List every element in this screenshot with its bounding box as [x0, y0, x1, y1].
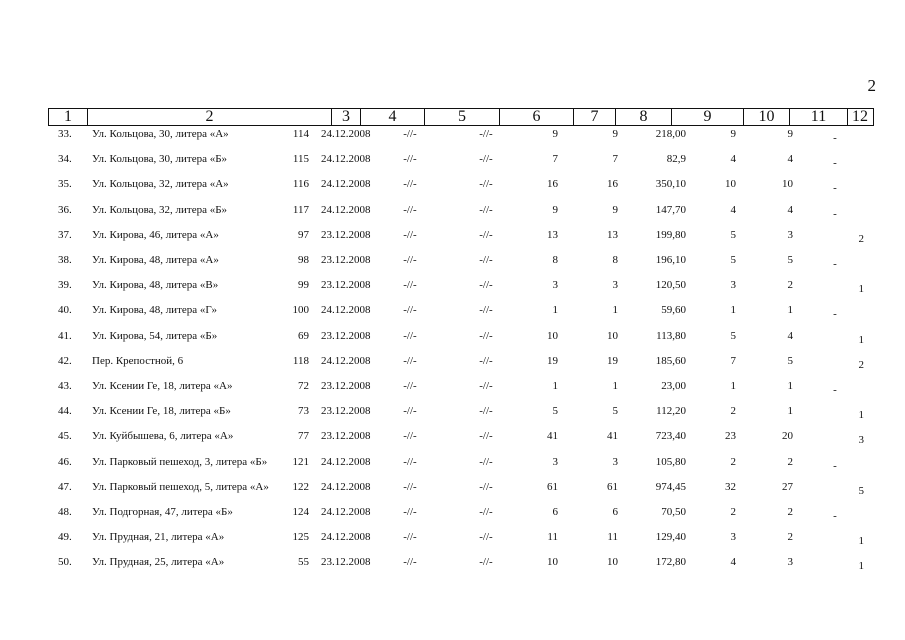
cell-col-6: -//-: [479, 531, 493, 544]
cell-area: 113,80: [656, 329, 686, 342]
cell-col-7: 3: [552, 455, 558, 468]
header-cell-7: 7: [573, 109, 615, 125]
cell-date: 23.12.2008: [321, 556, 371, 569]
cell-col-11: 4: [787, 203, 793, 216]
table-row: [0, 329, 905, 345]
cell-area: 147,70: [655, 203, 686, 216]
cell-col-3: 124: [292, 506, 309, 518]
cell-col-10: 2: [730, 455, 736, 468]
cell-col-10: 3: [730, 531, 736, 544]
cell-col-7: 10: [547, 556, 558, 569]
cell-date: 24.12.2008: [321, 354, 371, 367]
cell-address: Ул. Прудная, 21, литера «А»: [92, 531, 225, 544]
header-cell-4: 4: [360, 109, 424, 125]
cell-col-6: -//-: [479, 329, 493, 342]
table-row: [0, 253, 905, 269]
cell-col-8: 1: [612, 380, 618, 392]
cell-col-12-dash: -: [833, 182, 837, 195]
header-cell-1: 1: [64, 108, 72, 125]
cell-col-7: 3: [552, 279, 558, 292]
cell-row-number: 45.: [58, 430, 72, 443]
table-row: [0, 228, 905, 244]
cell-row-number: 43.: [58, 380, 72, 392]
cell-col-7: 9: [552, 203, 558, 216]
cell-col-5: -//-: [403, 254, 417, 266]
cell-address: Ул. Ксении Ге, 18, литера «Б»: [92, 405, 231, 418]
cell-col-8: 61: [607, 480, 618, 493]
cell-row-number: 33.: [58, 128, 72, 140]
cell-col-3: 99: [298, 279, 309, 292]
cell-address: Ул. Куйбышева, 6, литера «А»: [92, 430, 234, 443]
cell-area: 112,20: [656, 405, 686, 418]
cell-col-6: -//-: [479, 178, 493, 191]
cell-col-12-value: 2: [858, 232, 864, 245]
cell-col-10: 2: [730, 405, 736, 418]
cell-col-10: 32: [725, 480, 736, 493]
cell-col-10: 9: [730, 128, 736, 140]
cell-row-number: 34.: [58, 153, 72, 166]
cell-col-12-value: 3: [858, 434, 864, 447]
cell-col-11: 10: [782, 178, 793, 191]
cell-col-10: 5: [730, 228, 736, 241]
cell-col-8: 10: [607, 556, 618, 569]
cell-address: Ул. Кирова, 48, литера «В»: [92, 279, 219, 292]
cell-date: 24.12.2008: [321, 304, 371, 317]
cell-col-8: 3: [612, 455, 618, 468]
cell-area: 70,50: [661, 506, 686, 518]
cell-address: Ул. Парковый пешеход, 5, литера «А»: [92, 480, 269, 493]
cell-col-8: 7: [612, 153, 618, 166]
header-cell-2: 2: [87, 109, 331, 125]
cell-col-3: 118: [292, 354, 309, 367]
cell-col-3: 77: [298, 430, 309, 443]
cell-col-3: 117: [292, 203, 309, 216]
cell-col-10: 23: [725, 430, 736, 443]
table-row: [0, 278, 905, 294]
cell-col-5: -//-: [403, 531, 417, 544]
cell-col-6: -//-: [479, 480, 493, 493]
cell-col-11: 5: [787, 254, 793, 266]
cell-row-number: 48.: [58, 506, 72, 518]
cell-col-10: 4: [730, 153, 736, 166]
cell-col-7: 41: [547, 430, 558, 443]
table-row: [0, 480, 905, 496]
cell-col-12-value: 1: [858, 283, 864, 296]
cell-area: 59,60: [661, 304, 686, 317]
cell-col-5: -//-: [403, 506, 417, 518]
cell-col-5: -//-: [403, 354, 417, 367]
cell-col-7: 61: [547, 480, 558, 493]
cell-col-12-value: 1: [858, 535, 864, 548]
table-row: [0, 177, 905, 193]
page-number: 2: [867, 76, 876, 95]
cell-date: 24.12.2008: [321, 178, 371, 191]
cell-col-3: 97: [298, 228, 309, 241]
cell-col-11: 3: [787, 556, 793, 569]
cell-col-12-value: 1: [858, 560, 864, 573]
cell-col-8: 6: [612, 506, 618, 518]
cell-col-5: -//-: [403, 279, 417, 292]
cell-date: 23.12.2008: [321, 254, 371, 266]
cell-col-8: 16: [607, 178, 618, 191]
cell-col-8: 9: [612, 128, 618, 140]
cell-col-12-dash: -: [833, 132, 837, 144]
cell-col-3: 100: [292, 304, 309, 317]
cell-col-12-value: 1: [858, 333, 864, 346]
cell-col-11: 2: [787, 531, 793, 544]
cell-col-8: 10: [607, 329, 618, 342]
cell-col-10: 7: [730, 354, 736, 367]
cell-col-5: -//-: [403, 153, 417, 166]
cell-area: 105,80: [655, 455, 686, 468]
cell-col-12-dash: -: [833, 308, 837, 321]
cell-col-5: -//-: [403, 480, 417, 493]
cell-col-3: 69: [298, 329, 309, 342]
header-cell-10: 10: [743, 109, 789, 125]
cell-col-10: 1: [730, 380, 736, 392]
cell-row-number: 49.: [58, 531, 72, 544]
cell-col-8: 11: [607, 531, 618, 544]
cell-col-3: 72: [298, 380, 309, 392]
header-cell-3: 3: [331, 109, 360, 125]
header-cell-8: 8: [615, 109, 671, 125]
cell-col-7: 19: [547, 354, 558, 367]
cell-area: 185,60: [655, 354, 686, 367]
cell-col-6: -//-: [479, 203, 493, 216]
cell-address: Ул. Кирова, 48, литера «А»: [92, 254, 219, 266]
cell-area: 218,00: [655, 128, 686, 140]
cell-col-7: 1: [552, 304, 558, 317]
cell-col-10: 4: [730, 556, 736, 569]
cell-col-3: 115: [292, 153, 309, 166]
cell-col-6: -//-: [479, 405, 493, 418]
cell-col-10: 5: [730, 329, 736, 342]
cell-col-10: 5: [730, 254, 736, 266]
cell-address: Ул. Кольцова, 30, литера «Б»: [92, 153, 228, 166]
cell-row-number: 36.: [58, 203, 72, 216]
cell-col-7: 5: [552, 405, 558, 418]
cell-col-10: 3: [730, 279, 736, 292]
table-row: [0, 303, 905, 319]
cell-col-6: -//-: [479, 304, 493, 317]
cell-area: 199,80: [655, 228, 686, 241]
cell-row-number: 39.: [58, 279, 72, 292]
cell-col-11: 27: [782, 480, 793, 493]
cell-col-5: -//-: [403, 203, 417, 216]
cell-col-7: 13: [547, 228, 558, 241]
cell-col-5: -//-: [403, 455, 417, 468]
cell-col-11: 5: [787, 354, 793, 367]
table-row: [0, 203, 905, 219]
cell-area: 129,40: [655, 531, 686, 544]
cell-row-number: 41.: [58, 329, 72, 342]
cell-area: 350,10: [655, 178, 686, 191]
cell-date: 24.12.2008: [321, 128, 371, 140]
cell-col-5: -//-: [403, 128, 417, 140]
cell-date: 23.12.2008: [321, 279, 371, 292]
cell-col-12-dash: -: [833, 384, 837, 396]
cell-address: Ул. Кирова, 48, литера «Г»: [92, 304, 217, 317]
cell-col-12-dash: -: [833, 258, 837, 270]
cell-col-6: -//-: [479, 506, 493, 518]
cell-date: 24.12.2008: [321, 506, 371, 518]
cell-col-8: 5: [612, 405, 618, 418]
cell-row-number: 42.: [58, 354, 72, 367]
cell-col-5: -//-: [403, 329, 417, 342]
cell-col-6: -//-: [479, 354, 493, 367]
cell-col-3: 55: [298, 556, 309, 569]
cell-area: 23,00: [661, 380, 686, 392]
cell-date: 24.12.2008: [321, 455, 371, 468]
cell-area: 82,9: [666, 153, 686, 166]
cell-row-number: 46.: [58, 455, 72, 468]
cell-date: 23.12.2008: [321, 329, 371, 342]
cell-address: Ул. Кольцова, 30, литера «А»: [92, 128, 229, 140]
cell-col-8: 13: [607, 228, 618, 241]
cell-address: Ул. Кольцова, 32, литера «Б»: [92, 203, 228, 216]
cell-col-8: 1: [612, 304, 618, 317]
cell-col-5: -//-: [403, 405, 417, 418]
cell-row-number: 40.: [58, 304, 72, 317]
cell-col-12-value: 5: [858, 484, 864, 497]
table-row: [0, 530, 905, 546]
cell-col-6: -//-: [479, 430, 493, 443]
cell-col-6: -//-: [479, 556, 493, 569]
cell-col-5: -//-: [403, 556, 417, 569]
header-cell-6: 6: [499, 109, 573, 125]
table-row: [0, 429, 905, 445]
cell-address: Ул. Ксении Ге, 18, литера «А»: [92, 380, 233, 392]
cell-date: 24.12.2008: [321, 531, 371, 544]
cell-date: 23.12.2008: [321, 228, 371, 241]
cell-col-7: 16: [547, 178, 558, 191]
cell-address: Пер. Крепостной, 6: [92, 354, 184, 367]
cell-col-8: 8: [612, 254, 618, 266]
cell-col-12-dash: -: [833, 207, 837, 220]
cell-col-3: 122: [292, 480, 309, 493]
cell-col-7: 1: [552, 380, 558, 392]
cell-col-5: -//-: [403, 304, 417, 317]
cell-col-7: 9: [552, 128, 558, 140]
table-row: [0, 127, 905, 143]
cell-col-11: 3: [787, 228, 793, 241]
cell-address: Ул. Кирова, 54, литера «Б»: [92, 329, 218, 342]
table-row: [0, 455, 905, 471]
cell-col-11: 20: [782, 430, 793, 443]
cell-col-11: 4: [787, 153, 793, 166]
table-header-row: [48, 108, 874, 126]
table-row: [0, 379, 905, 395]
header-cell-5: 5: [424, 109, 499, 125]
cell-date: 23.12.2008: [321, 405, 371, 418]
cell-row-number: 38.: [58, 254, 72, 266]
cell-col-12-dash: -: [833, 510, 837, 522]
cell-col-7: 6: [552, 506, 558, 518]
cell-col-11: 2: [787, 279, 793, 292]
header-cell-12: 12: [847, 109, 872, 125]
cell-col-6: -//-: [479, 228, 493, 241]
cell-col-6: -//-: [479, 455, 493, 468]
cell-col-8: 3: [612, 279, 618, 292]
cell-col-3: 125: [292, 531, 309, 544]
cell-address: Ул. Прудная, 25, литера «А»: [92, 556, 225, 569]
cell-col-7: 11: [547, 531, 558, 544]
cell-col-5: -//-: [403, 228, 417, 241]
cell-address: Ул. Подгорная, 47, литера «Б»: [92, 506, 233, 518]
cell-area: 172,80: [655, 556, 686, 569]
cell-area: 723,40: [655, 430, 686, 443]
cell-col-6: -//-: [479, 380, 493, 392]
cell-col-6: -//-: [479, 279, 493, 292]
cell-col-10: 2: [730, 506, 736, 518]
cell-col-3: 116: [292, 178, 309, 191]
cell-date: 24.12.2008: [321, 480, 371, 493]
cell-col-12-dash: -: [833, 459, 837, 472]
cell-col-11: 9: [787, 128, 793, 140]
table-row: [0, 152, 905, 168]
cell-date: 23.12.2008: [321, 430, 371, 443]
cell-col-3: 114: [292, 128, 309, 140]
cell-row-number: 50.: [58, 556, 72, 569]
cell-col-6: -//-: [479, 153, 493, 166]
cell-col-5: -//-: [403, 178, 417, 191]
cell-date: 23.12.2008: [321, 380, 371, 392]
cell-address: Ул. Кирова, 46, литера «А»: [92, 228, 219, 241]
cell-col-8: 19: [607, 354, 618, 367]
cell-col-7: 10: [547, 329, 558, 342]
cell-date: 24.12.2008: [321, 153, 371, 166]
cell-row-number: 47.: [58, 480, 72, 493]
cell-col-8: 9: [612, 203, 618, 216]
cell-col-3: 121: [292, 455, 309, 468]
cell-col-10: 10: [725, 178, 736, 191]
cell-col-10: 4: [730, 203, 736, 216]
cell-col-7: 8: [552, 254, 558, 266]
cell-col-11: 1: [787, 304, 793, 317]
cell-row-number: 37.: [58, 228, 72, 241]
cell-col-11: 2: [787, 455, 793, 468]
cell-row-number: 35.: [58, 178, 72, 191]
cell-col-11: 1: [787, 405, 793, 418]
cell-area: 196,10: [655, 254, 686, 266]
cell-col-11: 2: [787, 506, 793, 518]
table-row: [0, 404, 905, 420]
cell-col-12-dash: -: [833, 157, 837, 170]
cell-col-5: -//-: [403, 430, 417, 443]
cell-date: 24.12.2008: [321, 203, 371, 216]
cell-col-11: 1: [787, 380, 793, 392]
table-row: [0, 354, 905, 370]
header-cell-9: 9: [671, 109, 743, 125]
cell-col-6: -//-: [479, 254, 493, 266]
cell-col-5: -//-: [403, 380, 417, 392]
table-row: [0, 555, 905, 571]
cell-col-6: -//-: [479, 128, 493, 140]
table-row: [0, 505, 905, 521]
header-cell-11: 11: [789, 109, 847, 125]
cell-address: Ул. Кольцова, 32, литера «А»: [92, 178, 229, 191]
cell-col-12-value: 1: [858, 409, 864, 422]
cell-col-11: 4: [787, 329, 793, 342]
cell-col-10: 1: [730, 304, 736, 317]
cell-col-3: 98: [298, 254, 309, 266]
cell-col-8: 41: [607, 430, 618, 443]
cell-area: 120,50: [655, 279, 686, 292]
cell-col-3: 73: [298, 405, 309, 418]
cell-address: Ул. Парковый пешеход, 3, литера «Б»: [92, 455, 268, 468]
cell-row-number: 44.: [58, 405, 72, 418]
cell-col-7: 7: [552, 153, 558, 166]
cell-col-12-value: 2: [858, 358, 864, 371]
cell-area: 974,45: [655, 480, 686, 493]
